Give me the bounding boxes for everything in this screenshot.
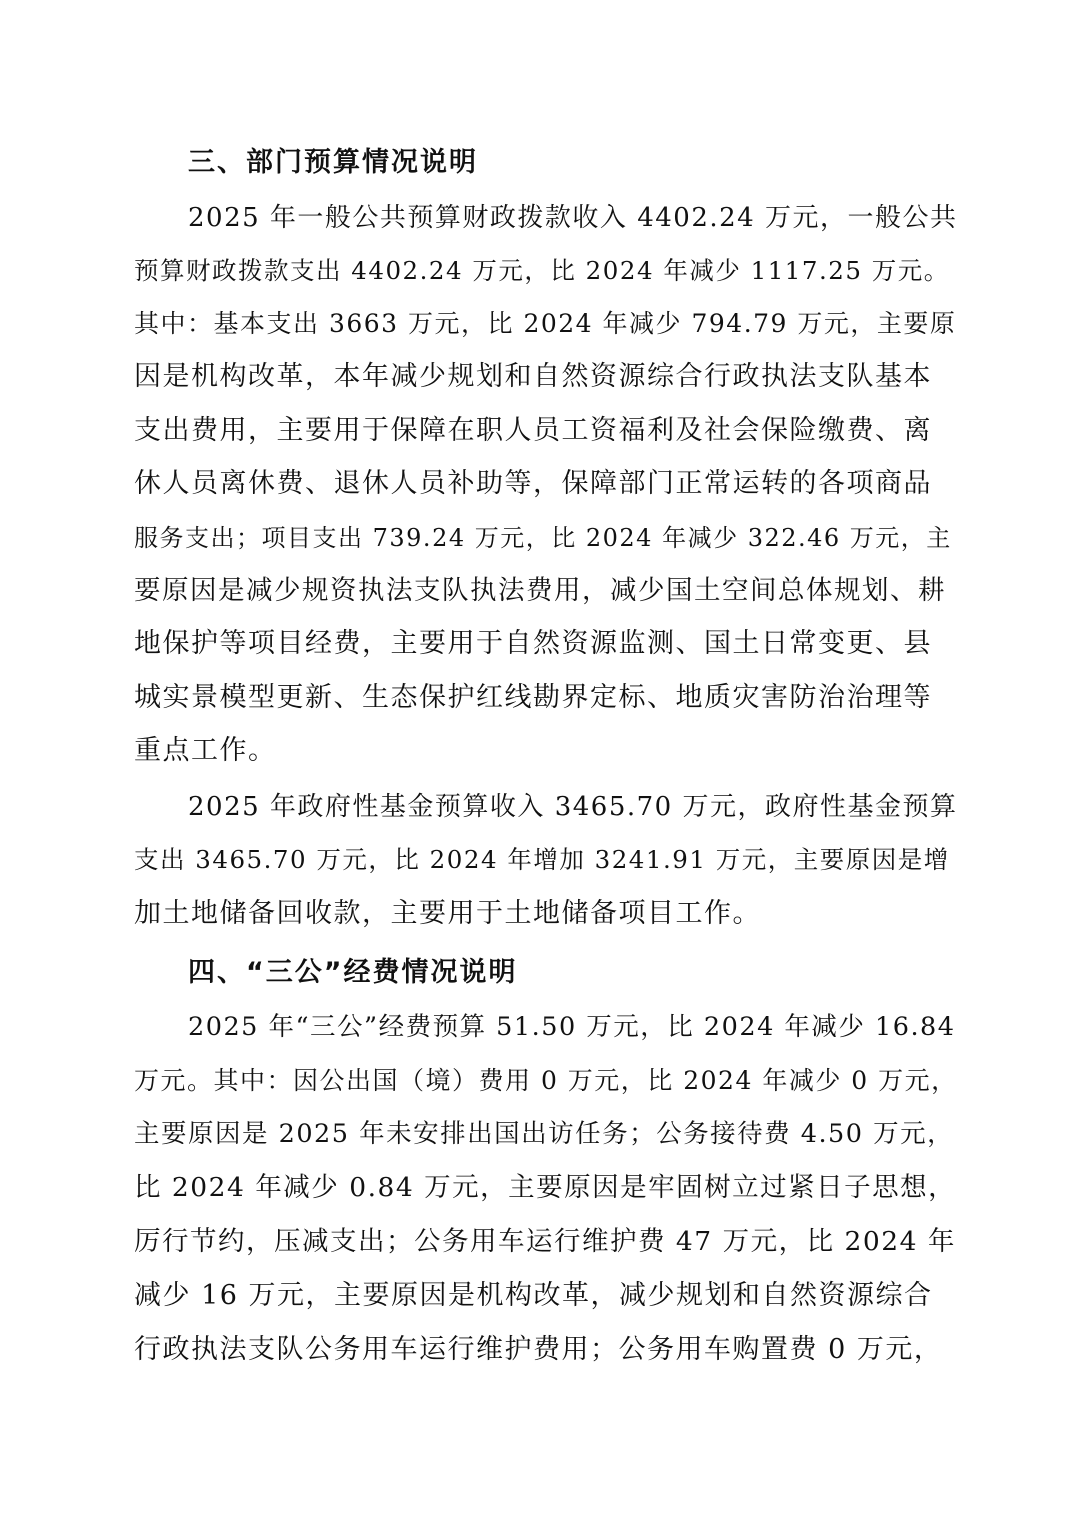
paragraph-line: 2025 年一般公共预算财政拨款收入 4402.24 万元，一般公共 [188,203,958,233]
paragraph-line: 要原因是减少规资执法支队执法费用，减少国土空间总体规划、耕 [134,575,946,606]
paragraph-line: 2025 年政府性基金预算收入 3465.70 万元，政府性基金预算 [188,792,958,822]
paragraph-line: 支出 3465.70 万元，比 2024 年增加 3241.91 万元，主要原因是增 [134,845,950,874]
paragraph-line: 加土地储备回收款，主要用于土地储备项目工作。 [134,898,761,929]
paragraph-line: 2025 年“三公”经费预算 51.50 万元，比 2024 年减少 16.84 [188,1012,956,1042]
paragraph-line: 城实景模型更新、生态保护红线勘界定标、地质灾害防治治理等 [134,682,932,713]
paragraph-line: 重点工作。 [134,735,277,766]
paragraph-line: 厉行节约，压减支出；公务用车运行维护费 47 万元，比 2024 年 [134,1226,956,1257]
paragraph-line: 支出费用，主要用于保障在职人员工资福利及社会保险缴费、离 [134,415,932,446]
paragraph-line: 因是机构改革，本年减少规划和自然资源综合行政执法支队基本 [134,361,932,392]
paragraph-line: 地保护等项目经费，主要用于自然资源监测、国土日常变更、县 [134,628,932,659]
paragraph-line: 万元。其中：因公出国（境）费用 0 万元，比 2024 年减少 0 万元， [134,1066,958,1095]
paragraph-line: 行政执法支队公务用车运行维护费用；公务用车购置费 0 万元， [134,1334,943,1365]
paragraph-line: 比 2024 年减少 0.84 万元，主要原因是牢固树立过紧日子思想， [134,1172,957,1203]
paragraph-line: 减少 16 万元，主要原因是机构改革，减少规划和自然资源综合 [134,1280,933,1311]
paragraph-line: 预算财政拨款支出 4402.24 万元，比 2024 年减少 1117.25 万元。 [134,256,950,285]
paragraph-line: 主要原因是 2025 年未安排出国出访任务；公务接待费 4.50 万元， [134,1119,955,1149]
section-heading-budget: 三、部门预算情况说明 [188,147,478,178]
paragraph-line: 服务支出；项目支出 739.24 万元，比 2024 年减少 322.46 万元，主 [134,524,952,552]
paragraph-line: 休人员离休费、退休人员补助等，保障部门正常运转的各项商品 [134,468,932,499]
paragraph-line: 其中：基本支出 3663 万元，比 2024 年减少 794.79 万元，主要原 [134,309,957,338]
section-heading-three-public: 四、“三公”经费情况说明 [188,957,518,988]
